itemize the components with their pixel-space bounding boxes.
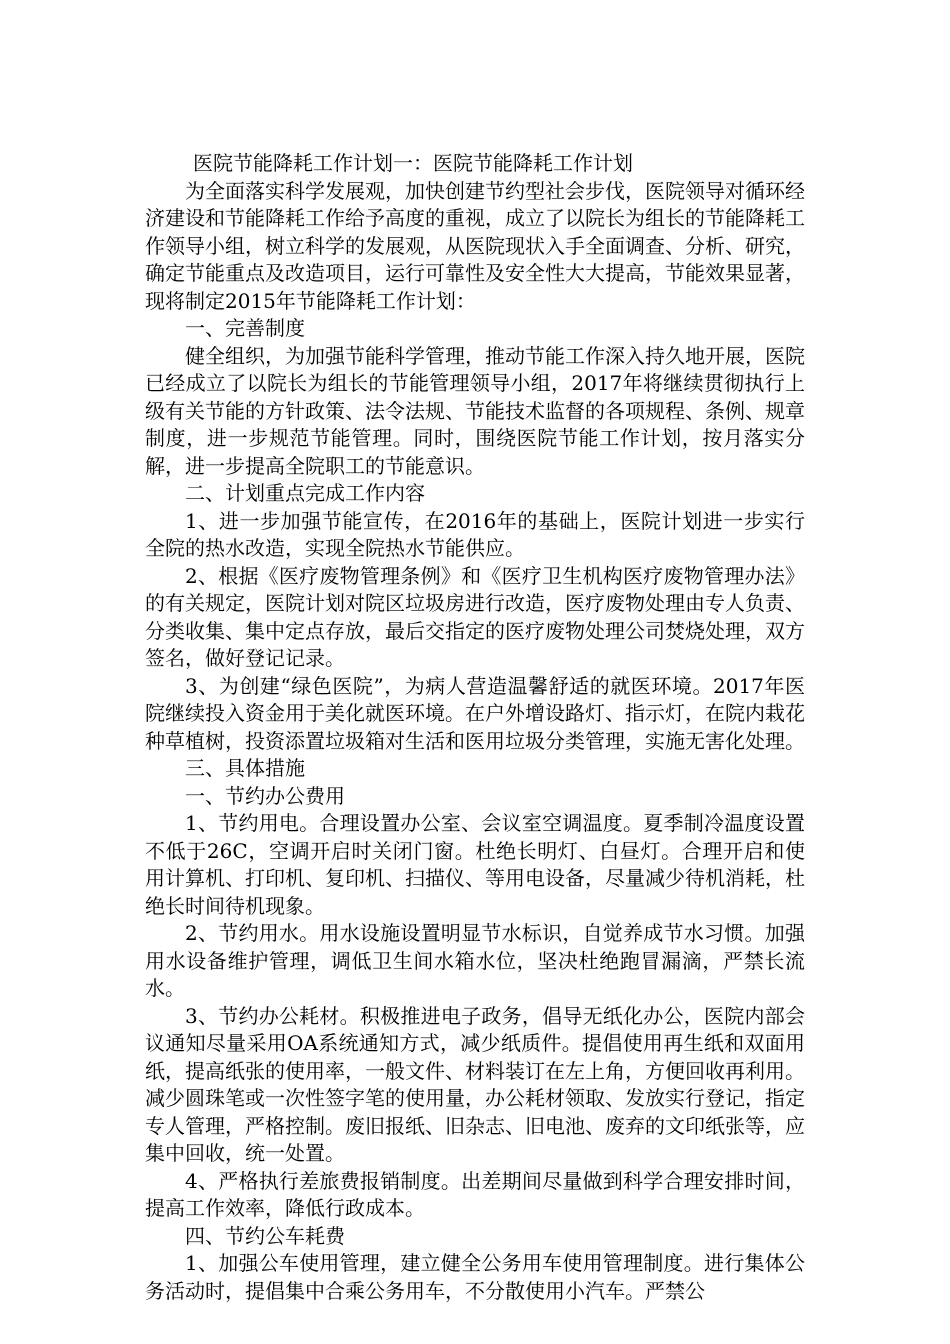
heading-section-2: 二、计划重点完成工作内容 <box>185 481 425 505</box>
document-page <box>145 150 805 1305</box>
paragraph-item-2-3: 3、为创建“绿色医院”，为病人营造温馨舒适的就医环境。2017年医院继续投入资金用于美化就医环境。在户外增设路灯、指示灯，在院内栽花种草植树，投资添置垃圾箱对生活和医用垃圾分类管理，实施无害化处理。 <box>145 673 805 753</box>
heading-section-3: 三、具体措施 <box>185 756 305 780</box>
paragraph-item-2-1: 1、进一步加强节能宣传，在2016年的基础上，医院计划进一步实行全院的热水改造，实现全院热水节能供应。 <box>145 508 805 560</box>
paragraph-item-2-2: 2、根据《医疗废物管理条例》和《医疗卫生机构医疗废物管理办法》的有关规定，医院计划对院区垃圾房进行改造，医疗废物处理由专人负责、分类收集、集中定点存放，最后交指定的医疗废物处理公司焚烧处理，双方签名，做好登记记录。 <box>145 563 805 670</box>
paragraph-item-3-1: 1、节约用电。合理设置办公室、会议室空调温度。夏季制冷温度设置不低于26C，空调开启时关闭门窗。杜绝长明灯、白昼灯。合理开启和使用计算机、打印机、复印机、扫描仪、等用电设备，尽量减少待机消耗，杜绝长时间待机现象。 <box>145 811 805 918</box>
paragraph-item-3-4: 4、严格执行差旅费报销制度。出差期间尽量做到科学合理安排时间，提高工作效率，降低行政成本。 <box>145 1168 805 1220</box>
document-title: 医院节能降耗工作计划一：医院节能降耗工作计划 <box>193 151 633 175</box>
paragraph-item-4-1: 1、加强公车使用管理，建立健全公务用车使用管理制度。进行集体公务活动时，提倡集中合乘公务用车，不分散使用小汽车。严禁公 <box>145 1251 805 1303</box>
paragraph-intro: 为全面落实科学发展观，加快创建节约型社会步伐，医院领导对循环经济建设和节能降耗工作给予高度的重视，成立了以院长为组长的节能降耗工作领导小组，树立科学的发展观，从医院现状入手全面调查、分析、研究，确定节能重点及改造项目，运行可靠性及安全性大大提高，节能效果显著，现将制定2015年节能降耗工作计划： <box>145 178 805 313</box>
heading-subsection-office: 一、节约办公费用 <box>185 783 345 808</box>
heading-section-4: 四、节约公车耗费 <box>185 1223 345 1248</box>
paragraph-item-3-2: 2、节约用水。用水设施设置明显节水标识，自觉养成节水习惯。加强用水设备维护管理，调低卫生间水箱水位，坚决杜绝跑冒漏滴，严禁长流水。 <box>145 921 805 1000</box>
heading-section-1: 一、完善制度 <box>185 316 305 340</box>
paragraph-item-3-3: 3、节约办公耗材。积极推进电子政务，倡导无纸化办公，医院内部会议通知尽量采用OA系统通知方式，减少纸质件。提倡使用再生纸和双面用纸，提高纸张的使用率，一般文件、材料装订在左上角，方便回收再利用。减少圆珠笔或一次性签字笔的使用量，办公耗材领取、发放实行登记，指定专人管理，严格控制。废旧报纸、旧杂志、旧电池、废弃的文印纸张等，应集中回收，统一处置。 <box>145 1003 805 1165</box>
paragraph-section-1: 健全组织，为加强节能科学管理，推动节能工作深入持久地开展，医院已经成立了以院长为组长的节能管理领导小组，2017年将继续贯彻执行上级有关节能的方针政策、法令法规、节能技术监督的各项规程、条例、规章制度，进一步规范节能管理。同时，围绕医院节能工作计划，按月落实分解，进一步提高全院职工的节能意识。 <box>145 343 805 478</box>
